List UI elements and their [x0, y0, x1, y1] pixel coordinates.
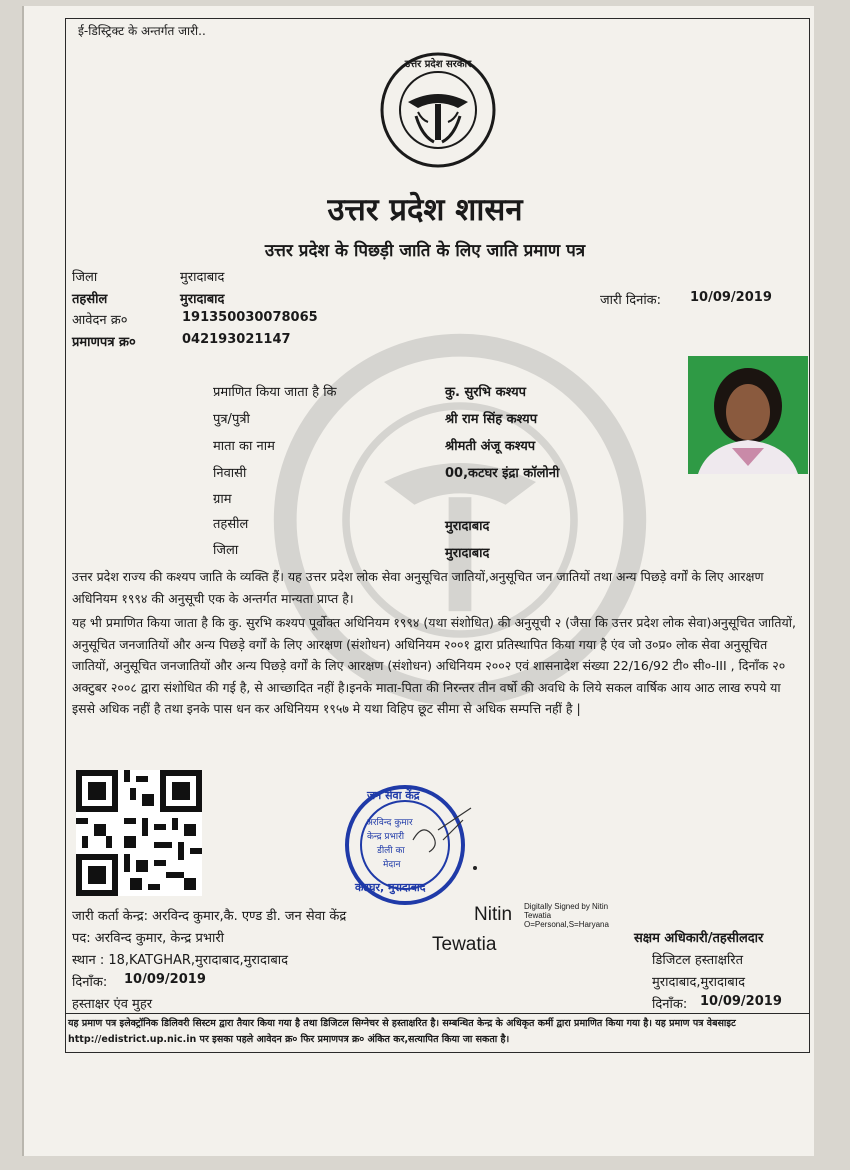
mother-label: माता का नाम: [213, 439, 275, 454]
body-district-value: मुरादाबाद: [445, 546, 490, 561]
seal-dot: [473, 866, 477, 870]
verification-note: यह प्रमाण पत्र इलेक्ट्रॉनिक डिलिवरी सिस्टम द्वारा तैयार किया गया है तथा डिजिटल सिग्नेचर से हस्ताक्षरित है। सम्बन्धित केन्द्र के अधिकृत कर्मी द्वारा प्रमाणित किया गया है। यह प्रमाण पत्र वेबसाइट http://edistrict.up.nic.in पर इसका पहले आवेदन क्र० फिर प्रमाणपत्र क्र० अंकित कर,सत्यापित किया जा सकता है।: [68, 1018, 736, 1045]
issue-date-label: जारी दिनांक:: [600, 293, 662, 308]
parent-label: पुत्र/पुत्री: [213, 412, 250, 427]
note-top-rule: [66, 1013, 809, 1014]
centre-post: पद: अरविन्द कुमार, केन्द्र प्रभारी: [72, 931, 225, 946]
issue-date-value: 10/09/2019: [690, 290, 772, 305]
centre-date-label: दिनाँक:: [72, 975, 108, 990]
sig-detail-2: Tewatia: [524, 911, 552, 920]
signer-last-name: Tewatia: [432, 934, 497, 955]
seal-line-name: अरविन्द कुमार: [366, 818, 413, 828]
sig-detail-3: O=Personal,S=Haryana: [524, 920, 609, 929]
certification-paragraph: यह भी प्रमाणित किया जाता है कि कु. सुरभि कश्यप पूर्वोक्त अधिनियम १९९४ (यथा संशोधित) की अनुसूची २ (जैसा कि उत्तर प्रदेश लोक सेवा)अनुसूचित जातियों, अनुसूचित जनजातियों और अन्य पिछड़े वर्गों के लिए आरक्षण (संशोधन) अधिनियम २००१ द्वारा प्रतिस्थापित किया गया है एंव जो उ०प्र० लोक सेवा अनुसूचित जातियों, अनुसूचित जनजातियों और अन्य पिछड़े वर्गों के लिए आरक्षण (संशोधन) अधिनियम २००२ एवं शासनादेश संख्या 22/16/92 टी० सी०-III , दिनाँक २० अक्टुबर २००८ द्वारा संशोधित की गई है, से आच्छादित नहीं है।इनके माता-पिता की निरन्तर तीन वर्षो की अवधि के लिये सकल वार्षिक आय आठ लाख रुपये या इससे अधिक नहीं है तथा इनके पास धन कर अधिनियम १९५७ मे यथा विहिप छूट सीमा से अधिक सम्पत्ति नहीं है |: [72, 615, 796, 716]
applicant-name: कु. सुरभि कश्यप: [445, 385, 527, 400]
seal-line-top: जन सेवा केंद्र: [367, 789, 420, 802]
district-value: मुरादाबाद: [180, 270, 225, 285]
tehsil-value: मुरादाबाद: [180, 292, 225, 307]
page-title: उत्तर प्रदेश शासन: [327, 192, 523, 228]
issuing-centre: जारी कर्ता केन्द्र: अरविन्द कुमार,कै. एण्ड डी. जन सेवा केंद्र: [72, 909, 347, 924]
sign-seal-label: हस्ताक्षर एंव मुहर: [72, 997, 153, 1012]
village-label: ग्राम: [213, 492, 232, 507]
header-note: ई-डिस्ट्रिक्ट के अन्तर्गत जारी..: [78, 24, 206, 38]
qr-code: [76, 770, 202, 896]
officer-place: मुरादाबाद,मुरादाबाद: [652, 975, 745, 990]
seal-line-bottom: कटघर, मुरादाबाद: [355, 881, 426, 894]
tehsil-label: तहसील: [72, 292, 108, 307]
sig-detail-1: Digitally Signed by Nitin: [524, 902, 609, 911]
signer-first-name: Nitin: [474, 904, 513, 925]
officer-date-value: 10/09/2019: [700, 994, 782, 1009]
certificate-subtitle: उत्तर प्रदेश के पिछड़ी जाति के लिए जाति प्रमाण पत्र: [264, 241, 586, 261]
seal-line-5: मेदान: [383, 860, 401, 870]
certified-label: प्रमाणित किया जाता है कि: [213, 385, 337, 400]
body-district-label: जिला: [213, 543, 239, 558]
centre-place: स्थान : 18,KATGHAR,मुरादाबाद,मुरादाबाद: [72, 953, 289, 968]
digital-signed-label: डिजिटल हस्ताक्षरित: [652, 953, 743, 968]
centre-date-value: 10/09/2019: [124, 972, 206, 987]
resident-label: निवासी: [213, 466, 247, 481]
emblem-text: उत्तर प्रदेश सरकार: [404, 59, 472, 70]
body-tehsil-label: तहसील: [213, 517, 249, 532]
officer-date-label: दिनाँक:: [652, 997, 688, 1012]
resident-address: 00,कटघर इंद्रा कॉलोनी: [445, 466, 560, 481]
father-name: श्री राम सिंह कश्यप: [445, 412, 538, 427]
seal-line-4: डीली का: [377, 846, 405, 856]
certificate-number: 042193021147: [182, 332, 291, 347]
application-label: आवेदन क्र०: [72, 313, 128, 328]
officer-title: सक्षम अधिकारी/तहसीलदार: [634, 931, 764, 946]
applicant-photo: [688, 356, 808, 474]
certificate-label: प्रमाणपत्र क्र०: [72, 335, 136, 350]
district-label: जिला: [72, 270, 98, 285]
body-tehsil-value: मुरादाबाद: [445, 519, 490, 534]
caste-paragraph: उत्तर प्रदेश राज्य की कश्यप जाति के व्यक्ति हैं। यह उत्तर प्रदेश लोक सेवा अनुसूचित जातियों,अनुसूचित जन जातियों तथा अन्य पिछड़े वर्गों के लिए आरक्षण अधिनियम १९९४ की अनुसूची एक के अन्तर्गत मान्यता प्राप्त है।: [72, 569, 764, 606]
mother-name: श्रीमती अंजू कश्यप: [445, 439, 536, 454]
application-number: 191350030078065: [182, 310, 318, 325]
seal-line-post: केन्द्र प्रभारी: [367, 832, 405, 842]
